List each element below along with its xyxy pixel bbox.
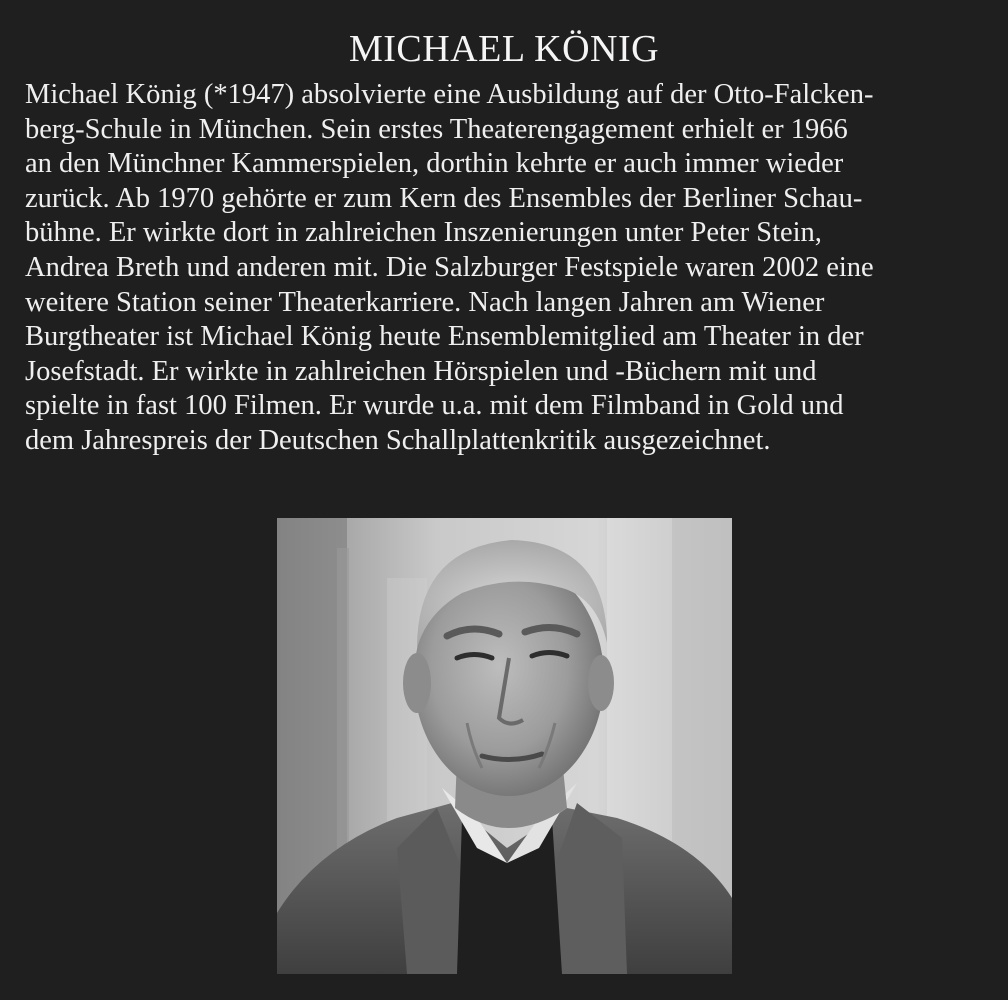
page-title: MICHAEL KÖNIG [348, 28, 660, 70]
portrait-illustration [277, 518, 732, 974]
bio-line: Josefstadt. Er wirkte in zahlreichen Hörspielen und -Büchern mit und [25, 355, 817, 387]
bio-line: bühne. Er wirkte dort in zahlreichen Inszenierungen unter Peter Stein, [25, 217, 822, 249]
portrait-photo [277, 518, 732, 974]
bio-line: weitere Station seiner Theaterkarriere. Nach langen Jahren am Wiener [25, 286, 825, 318]
bio-line: spielte in fast 100 Filmen. Er wurde u.a. mit dem Filmband in Gold und [25, 390, 844, 422]
bio-line: Burgtheater ist Michael König heute Ensemblemitglied am Theater in der [25, 321, 864, 353]
bio-line: dem Jahrespreis der Deutschen Schallplattenkritik ausgezeichnet. [25, 424, 771, 456]
biography-text [25, 78, 985, 459]
bio-line: zurück. Ab 1970 gehörte er zum Kern des Ensembles der Berliner Schau- [25, 182, 863, 214]
bio-line: Andrea Breth und anderen mit. Die Salzburger Festspiele waren 2002 eine [25, 251, 874, 283]
bio-line: Michael König (*1947) absolvierte eine Ausbildung auf der Otto-Falcken- [25, 79, 874, 110]
bio-line: an den Münchner Kammerspielen, dorthin kehrte er auch immer wieder [25, 148, 844, 180]
bio-line: berg-Schule in München. Sein erstes Theaterengagement erhielt er 1966 [25, 113, 848, 145]
